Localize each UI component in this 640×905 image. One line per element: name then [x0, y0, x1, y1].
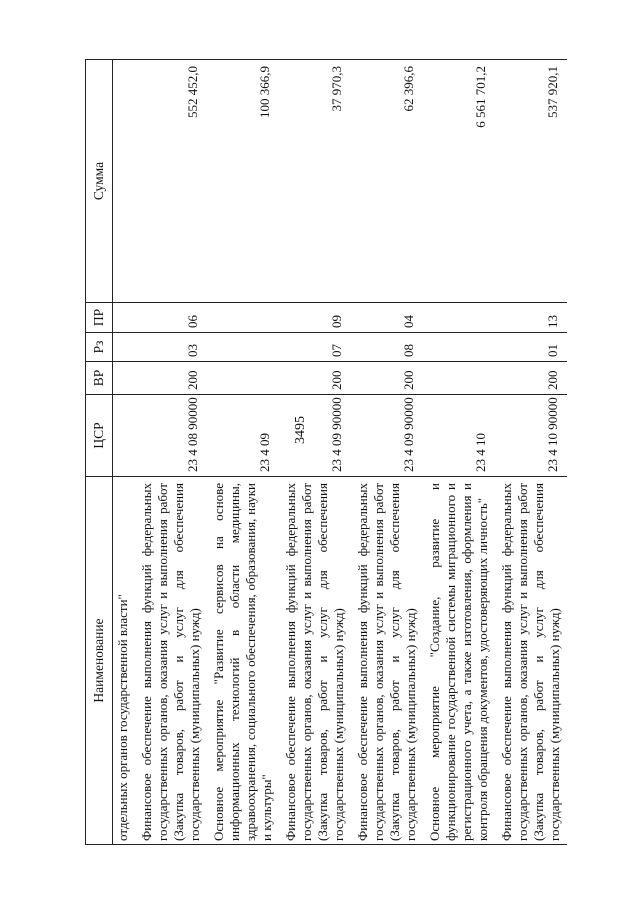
table-header-row — [86, 60, 113, 845]
row-name: Основное мероприятие "Развитие сервисов на основе информационных технологий в области медицины, здравоохранения, социального обеспечения, образования, науки и культуры" — [207, 477, 279, 845]
row-rz — [113, 333, 136, 362]
header-pr: ПР — [86, 303, 113, 333]
row-rz: 07 — [279, 333, 351, 362]
row-sum — [113, 60, 136, 303]
budget-table — [85, 59, 567, 845]
budget-table-container — [85, 60, 581, 845]
page-number: 3495 — [293, 416, 308, 444]
row-name: отдельных органов государственной власти" — [113, 477, 136, 845]
row-vr: 200 — [495, 362, 567, 395]
row-pr: 06 — [135, 303, 207, 333]
row-rz: 08 — [351, 333, 423, 362]
row-pr: 04 — [351, 303, 423, 333]
row-vr — [207, 362, 279, 395]
row-vr: 200 — [279, 362, 351, 395]
table-row — [423, 60, 495, 845]
row-sum: 6 561 701,2 — [423, 60, 495, 303]
row-name: Финансовое обеспечение выполнения функций федеральных государственных органов, оказания услуг и выполнения работ (Закупка товаров, работ и услуг для обеспечения государственных (муниципальных) нужд) — [351, 477, 423, 845]
header-vr: ВР — [86, 362, 113, 395]
row-pr: 09 — [279, 303, 351, 333]
row-vr: 200 — [135, 362, 207, 395]
row-sum: 37 970,3 — [279, 60, 351, 303]
table-row — [279, 60, 351, 845]
row-vr — [113, 362, 136, 395]
row-pr — [207, 303, 279, 333]
row-sum: 552 452,0 — [135, 60, 207, 303]
row-vr — [423, 362, 495, 395]
table-row — [351, 60, 423, 845]
row-sum: 537 920,1 — [495, 60, 567, 303]
row-rz — [423, 333, 495, 362]
row-rz — [207, 333, 279, 362]
table-row — [207, 60, 279, 845]
table-row — [135, 60, 207, 845]
table-row — [495, 60, 567, 845]
row-name: Финансовое обеспечение выполнения функций федеральных государственных органов, оказания услуг и выполнения работ (Закупка товаров, работ и услуг для обеспечения государственных (муниципальных) нужд) — [279, 477, 351, 845]
header-rz: Рз — [86, 333, 113, 362]
row-name: Основное мероприятие "Создание, развитие и функционирование государственной системы миграционного и регистрационного учета, а также изготовления, оформления и контроля обращения документов, удостоверяющих личность" — [423, 477, 495, 845]
row-csr: 23 4 09 90000 — [279, 395, 351, 477]
row-csr: 23 4 09 — [207, 395, 279, 477]
row-vr: 200 — [351, 362, 423, 395]
row-name: Финансовое обеспечение выполнения функций федеральных государственных органов, оказания услуг и выполнения работ (Закупка товаров, работ и услуг для обеспечения государственных (муниципальных) нужд) — [135, 477, 207, 845]
row-name: Финансовое обеспечение выполнения функций федеральных государственных органов, оказания услуг и выполнения работ (Закупка товаров, работ и услуг для обеспечения государственных (муниципальных) нужд) — [495, 477, 567, 845]
row-csr — [113, 395, 136, 477]
header-csr: ЦСР — [86, 395, 113, 477]
row-rz: 01 — [495, 333, 567, 362]
row-pr: 13 — [495, 303, 567, 333]
row-csr: 23 4 10 90000 — [495, 395, 567, 477]
row-sum: 62 396,6 — [351, 60, 423, 303]
row-pr — [423, 303, 495, 333]
row-csr: 23 4 09 90000 — [351, 395, 423, 477]
header-sum: Сумма — [86, 60, 113, 303]
row-rz: 03 — [135, 333, 207, 362]
row-csr: 23 4 08 90000 — [135, 395, 207, 477]
table-row — [113, 60, 136, 845]
row-csr: 23 4 10 — [423, 395, 495, 477]
row-sum: 100 366,9 — [207, 60, 279, 303]
header-name: Наименование — [86, 477, 113, 845]
row-pr — [113, 303, 136, 333]
